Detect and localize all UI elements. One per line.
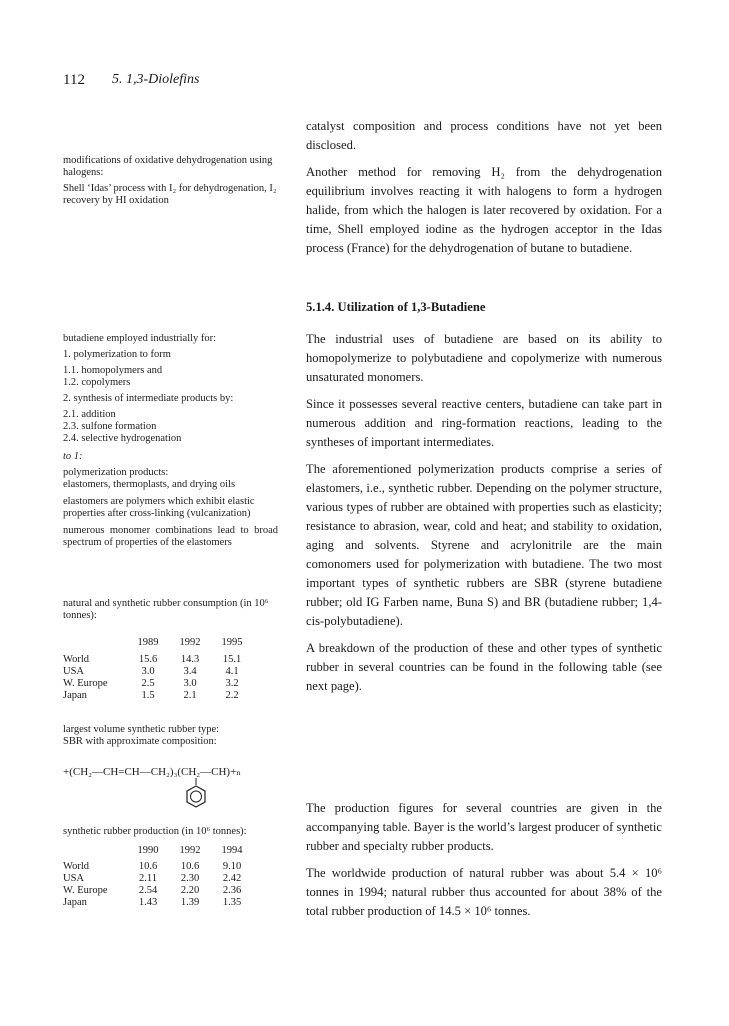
table-cell: 2.54 [138,885,158,896]
margin-note-line: Shell ‘Idas’ process with I₂ for dehydrogenation, I₂ recovery by HI oxidation [63,183,277,206]
table-cell: 2.36 [222,885,242,896]
table-cell: 3.2 [225,678,239,689]
table-cell: 2.11 [139,873,157,884]
row-label: Japan [63,690,87,701]
table-cell: 2.42 [222,873,242,884]
margin-note-line: natural and synthetic rubber consumption (in 10⁶ tonnes): [63,598,269,621]
table-header-row [63,845,253,857]
section-heading: 5.1.4. Utilization of 1,3-Butadiene [306,300,486,314]
margin-note-line: polymerization products: [63,467,169,478]
table-row [63,873,253,885]
table-row [63,678,253,690]
margin-note-line: modifications of oxidative dehydrogenation using halogens: [63,155,273,178]
table-cell: 9.10 [222,861,242,872]
row-label: USA [63,666,85,677]
year-header: 1992 [179,845,201,856]
row-label: W. Europe [63,678,108,689]
paragraph: A breakdown of the production of these and other types of synthetic rubber in several countries can be found in the following table (see next page). [306,641,662,693]
table-cell: 10.6 [180,861,200,872]
production-table [63,845,253,909]
table-cell: 1.39 [180,897,200,908]
page-number: 112 [63,72,85,88]
table-cell: 3.0 [183,678,197,689]
production-caption [63,826,303,838]
sbr-formula: +(CH₂—CH=CH—CH₂)₃(CH₂—CH)+ₙ [63,766,242,778]
row-label: USA [63,873,85,884]
table-cell: 10.6 [138,861,158,872]
table-cell: 3.4 [183,666,197,677]
margin-note-line: 1.2. copolymers [63,377,131,388]
table-row [63,861,253,873]
margin-note-line: 2.4. selective hydrogenation [63,433,182,444]
table-cell: 2.30 [180,873,200,884]
benzene-ring-icon [176,778,216,816]
row-label: World [63,654,89,665]
margin-note-line: to 1: [63,451,83,462]
table-cell: 1.35 [222,897,242,908]
main-text-bottom [306,799,662,929]
margin-note-line: synthetic rubber production (in 10⁶ tonnes): [63,826,247,837]
table-cell: 1.43 [138,897,158,908]
row-label: World [63,861,89,872]
table-cell: 14.3 [180,654,200,665]
year-header: 1989 [137,637,159,648]
paragraph: catalyst composition and process conditions have not yet been disclosed. [306,119,662,152]
margin-note-line: largest volume synthetic rubber type: [63,724,220,735]
year-header: 1990 [137,845,159,856]
paragraph: The aforementioned polymerization products comprise a series of elastomers, i.e., synthetic rubber. Depending on the polymer structure, various types of rubber are obtained with properties such as elasticity; resistance to abrasion, wear, cold and heat; and stability to oxidation, aging and solvents. Styrene and acrylonitrile are the main comonomers used for polymerization with butadiene. The two most important types of synthetic rubbers are SBR (styrene butadiene rubber; old IG Farben name, Buna S) and BR (butadiene rubber; 1,4-cis-polybutadiene). [306,462,662,628]
table-row [63,885,253,897]
table-cell: 2.1 [183,690,197,701]
main-text-middle [306,330,662,704]
margin-note-sbr [63,724,278,748]
paragraph: Another method for removing H₂ from the dehydrogenation equilibrium involves reacting it with halogens to form a hydrogen halide, from which the halogen is later recovered by oxidation. For a time, Shell employed iodine as the hydrogen acceptor in the Idas process (France) for the dehydrogenation of butane to butadiene. [306,165,662,255]
table-header-row [63,637,253,649]
table-cell: 2.2 [225,690,239,701]
margin-note-line: SBR with approximate composition: [63,736,217,747]
main-text-top [306,117,662,266]
margin-note-line: 1.1. homopolymers and [63,365,163,376]
margin-note-line: elastomers are polymers which exhibit elastic properties after cross-linking (vulcanization) [63,496,255,519]
table-row [63,690,253,702]
margin-note-line: 2. synthesis of intermediate products by: [63,393,234,404]
paragraph: The industrial uses of butadiene are based on its ability to homopolymerize to polybutadiene and copolymerize with numerous unsaturated monomers. [306,332,662,384]
table-cell: 4.1 [225,666,239,677]
row-label: Japan [63,897,87,908]
consumption-caption [63,598,278,622]
table-cell: 2.5 [141,678,155,689]
margin-note-line: 2.1. addition [63,409,116,420]
table-cell: 15.1 [222,654,242,665]
year-header: 1995 [221,637,243,648]
chapter-title: 5. 1,3-Diolefins [112,72,200,87]
table-row [63,666,253,678]
table-row [63,897,253,909]
year-header: 1994 [221,845,243,856]
year-header: 1992 [179,637,201,648]
margin-note-halogens [63,155,278,207]
table-cell: 1.5 [141,690,155,701]
consumption-table [63,637,253,702]
margin-note-line: elastomers, thermoplasts, and drying oils [63,479,236,490]
table-cell: 2.20 [180,885,200,896]
paragraph: Since it possesses several reactive centers, butadiene can take part in numerous addition and ring-formation reactions, leading to the syntheses of important intermediates. [306,397,662,449]
paragraph: The worldwide production of natural rubber was about 5.4 × 10⁶ tonnes in 1994; natural rubber thus accounted for about 38% of the total rubber production of 14.5 × 10⁶ tonnes. [306,866,662,918]
margin-note-line: butadiene employed industrially for: [63,333,217,344]
table-row [63,654,253,666]
margin-note-uses [63,333,278,549]
table-cell: 3.0 [141,666,155,677]
row-label: W. Europe [63,885,108,896]
margin-note-line: 1. polymerization to form [63,349,171,360]
margin-note-line: 2.3. sulfone formation [63,421,157,432]
margin-note-line: numerous monomer combinations lead to broad spectrum of properties of the elastomers [63,525,278,548]
paragraph: The production figures for several countries are given in the accompanying table. Bayer is the world’s largest producer of synthetic rubber and specialty rubber products. [306,801,662,853]
table-cell: 15.6 [138,654,158,665]
